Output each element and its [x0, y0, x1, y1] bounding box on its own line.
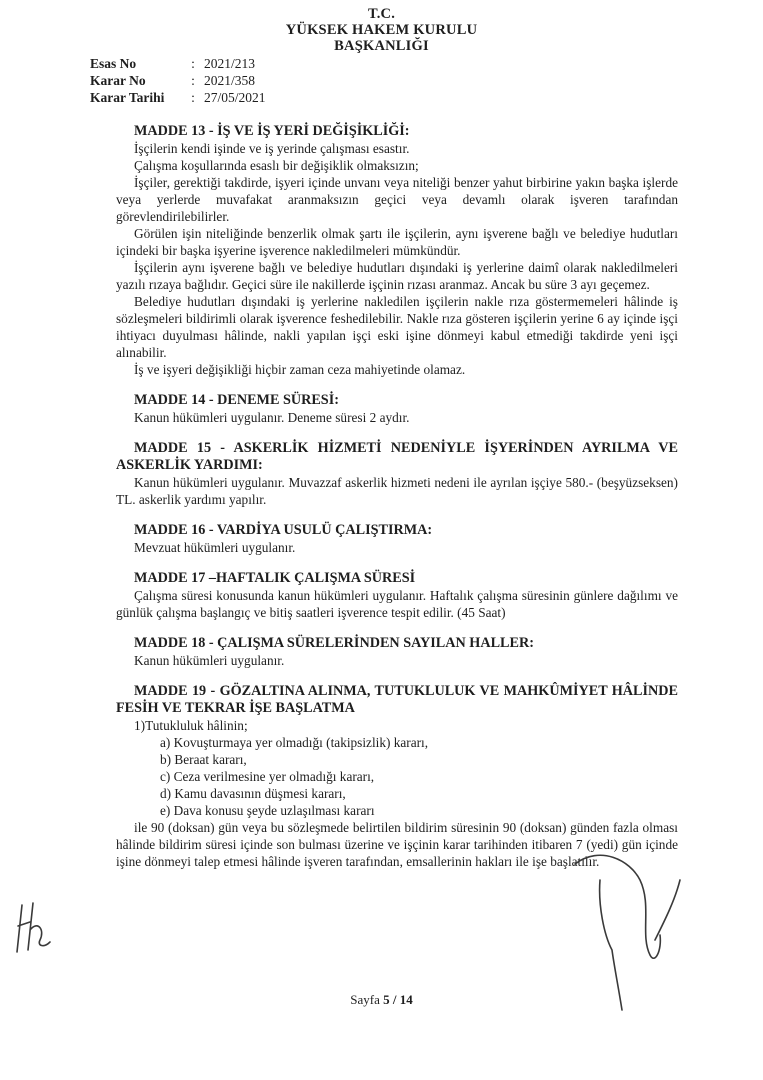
meta-label: Karar Tarihi	[90, 90, 165, 105]
article-15	[116, 440, 678, 508]
paragraph: Mevzuat hükümleri uygulanır.	[134, 540, 296, 555]
article-16	[116, 522, 678, 556]
header-tc: T.C.	[367, 6, 396, 22]
article-title: MADDE 18 - ÇALIŞMA SÜRELERİNDEN SAYILAN HALLER:	[134, 635, 534, 651]
meta-value: 27/05/2021	[204, 90, 266, 105]
paragraph: İş ve işyeri değişikliği hiçbir zaman ceza mahiyetinde olamaz.	[134, 362, 466, 377]
paragraph: İşçiler, gerektiği takdirde, işyeri içinde unvanı veya niteliği benzer yahut birbirine yakın başka işlerde veya yerlerde muvafakat aranmaksızın geçici veya devamlı olarak işveren tarafından görevlendirilebilirler.	[116, 175, 678, 224]
page-total: 14	[399, 992, 413, 1007]
meta-row-tarih: Karar Tarihi : 27/05/2021	[90, 90, 266, 105]
list-item: b) Beraat kararı,	[160, 752, 247, 767]
paragraph: İşçilerin kendi işinde ve iş yerinde çalışması esastır.	[134, 141, 410, 156]
article-14	[116, 392, 678, 426]
meta-value: 2021/358	[204, 73, 256, 88]
meta-row-esas: Esas No : 2021/213	[90, 56, 256, 71]
paragraph: ile 90 (doksan) gün veya bu sözleşmede belirtilen bildirim süresinin 90 (doksan) günden fazla olması hâlinde bildirim süresi içinde son bulması üzerine ve işçinin karar tarihinden itibaren 7 (yedi) gün içinde işine dönmeyi talep etmesi hâlinde işveren tarafından, emsallerinin hakları ile işe başlatılır.	[116, 820, 678, 869]
paragraph: 1)Tutukluluk hâlinin;	[134, 718, 248, 733]
list-item: c) Ceza verilmesine yer olmadığı kararı,	[160, 769, 375, 784]
paragraph: İşçilerin aynı işverene bağlı ve belediye hudutları dışındaki iş yerlerine daimî olarak nakledilmeleri yazılı rızaya bağlıdır. Geçici süre ile nakillerde işçinin rızası aranmaz. Ancak bu süre 3 ayı geçemez.	[116, 260, 678, 292]
paragraph: Çalışma süresi konusunda kanun hükümleri uygulanır. Haftalık çalışma süresinin günlere dağılımı ve günlük çalışma başlangıç ve bitiş saatleri işverence tespit edilir. (45 Saat)	[116, 588, 678, 620]
meta-block	[90, 55, 266, 106]
article-13	[116, 123, 678, 378]
signature-mark	[575, 855, 680, 1010]
page-number	[0, 992, 763, 1008]
paragraph: Kanun hükümleri uygulanır. Muvazzaf askerlik hizmeti nedeni ile ayrılan işçiye 580.- (beşyüzseksen) TL. askerlik yardımı yapılır.	[116, 475, 678, 507]
article-title: MADDE 14 - DENEME SÜRESİ:	[134, 392, 339, 408]
page-prefix: Sayfa	[350, 992, 380, 1007]
paragraph: Çalışma koşullarında esaslı bir değişiklik olmaksızın;	[134, 158, 419, 173]
meta-label: Karar No	[90, 73, 146, 88]
article-19	[116, 683, 678, 870]
article-title: MADDE 17 –HAFTALIK ÇALIŞMA SÜRESİ	[134, 570, 416, 586]
paragraph: Kanun hükümleri uygulanır.	[134, 653, 285, 668]
article-title: MADDE 13 - İŞ VE İŞ YERİ DEĞİŞİKLİĞİ:	[134, 123, 410, 139]
list-item: e) Dava konusu şeyde uzlaşılması kararı	[160, 803, 375, 818]
article-title: MADDE 15 - ASKERLİK HİZMETİ NEDENİYLE İŞYERİNDEN AYRILMA VE ASKERLİK YARDIMI:	[116, 440, 678, 473]
header-presidency: BAŞKANLIĞI	[334, 38, 429, 54]
page-separator: /	[392, 992, 397, 1007]
paragraph: Kanun hükümleri uygulanır. Deneme süresi 2 aydır.	[134, 410, 410, 425]
article-18	[116, 635, 678, 669]
initials-mark	[17, 903, 50, 952]
meta-value: 2021/213	[204, 56, 256, 71]
article-title: MADDE 19 - GÖZALTINA ALINMA, TUTUKLULUK VE MAHKÛMİYET HÂLİNDE FESİH VE TEKRAR İŞE BAŞLATMA	[116, 683, 678, 716]
list-item: d) Kamu davasının düşmesi kararı,	[160, 786, 346, 801]
article-17	[116, 570, 678, 621]
meta-label: Esas No	[90, 56, 137, 71]
paragraph: Belediye hudutları dışındaki iş yerlerine nakledilen işçilerin nakle rıza göstermemeleri hâlinde iş sözleşmeleri bildirimli olarak işverence feshedilebilir. Nakle rıza gösteren işçilerin yerine 6 ay içinde işçi ihtiyacı duyulması hâlinde, nakli yapılan işçi eski işine dönmeyi kabul etmediği takdirde yeni işçi alınabilir.	[116, 294, 678, 360]
list-item: a) Kovuşturmaya yer olmadığı (takipsizlik) kararı,	[160, 735, 429, 750]
page-current: 5	[383, 992, 390, 1007]
paragraph: Görülen işin niteliğinde benzerlik olmak şartı ile işçilerin, aynı işverene bağlı ve belediye hudutları içindeki bir başka işyerine işverence nakledilmeleri mümkündür.	[116, 226, 678, 258]
article-title: MADDE 16 - VARDİYA USULÜ ÇALIŞTIRMA:	[134, 522, 433, 538]
document-body	[116, 123, 678, 870]
header-institution: YÜKSEK HAKEM KURULU	[285, 22, 478, 38]
meta-row-karar: Karar No : 2021/358	[90, 73, 256, 88]
